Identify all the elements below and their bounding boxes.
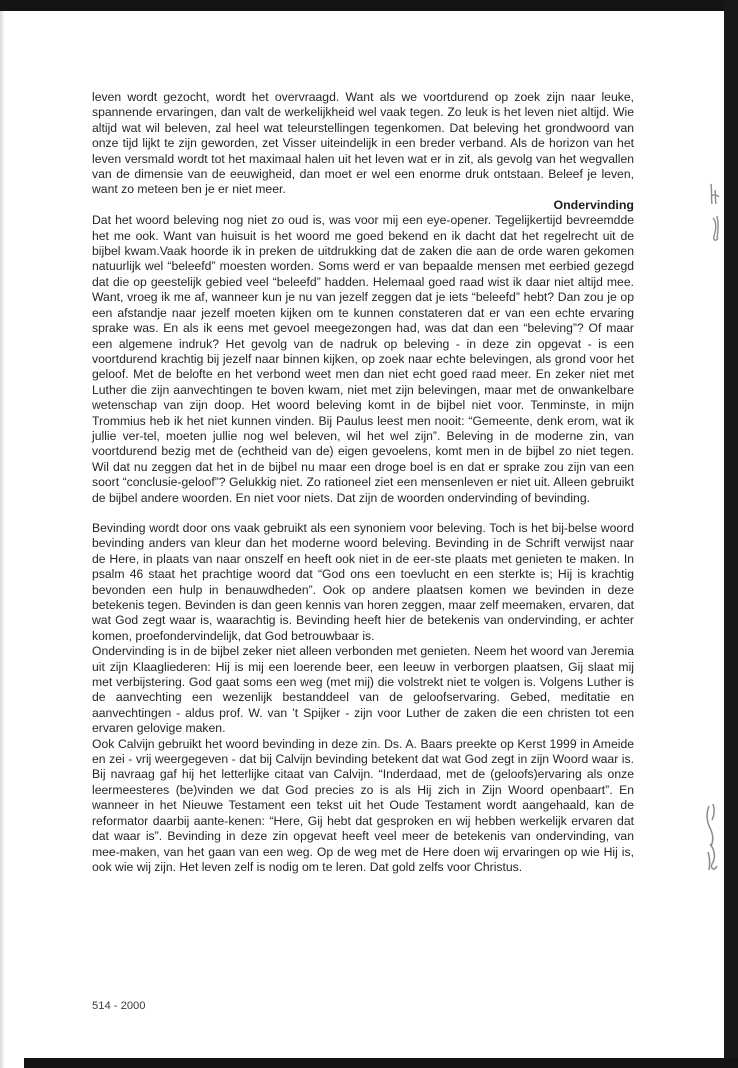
section-heading: Ondervinding: [553, 197, 634, 212]
paragraph-intro: leven wordt gezocht, wordt het overvraagd. Want als we voortdurend op zoek zijn naar leuke, spannende ervaringen, dan valt de werkelijkheid wel vaak tegen. Zo leuk is het leven niet altijd. Wie altijd wat wil beleven, zal heel wat teleurstellingen tegenkomen. Dat beleving het grondwoord van onze tijd lijkt te zijn geworden, zet Visser uiteindelijk in een breder verband. Als de horizon van het leven versmald wordt tot het maximaal halen uit het leven wat er in zit, als gevolg van het wegvallen van de dimensie van de eeuwigheid, dan moet er wel een enorme druk ontstaan. Beleef je leven, want zo meteen ben je er niet meer.: [92, 90, 634, 197]
scan-bottom-edge: [24, 1058, 738, 1068]
page-footer: 514 - 2000: [92, 1000, 146, 1012]
paragraph-ondervinding: Ondervinding is in de bijbel zeker niet alleen verbonden met genieten. Neem het woord van Jeremia uit zijn Klaagliederen: Hij is mij een loerende beer, een leeuw in verborgen plaatsen, Gij slaat mij met verbijstering. God gaat soms een weg (met mij) die volstrekt niet te volgen is. Volgens Luther is de aanvechting een wezenlijk bestanddeel van de geloofservaring. Gebed, meditatie en aanvechtingen - aldus prof. W. van ’t Spijker - zijn voor Luther de zaken die een christen tot een ervaren gelovige maken.: [92, 644, 634, 736]
margin-scribble-bottom: [700, 800, 724, 880]
paragraph-bevinding: Bevinding wordt door ons vaak gebruikt als een synoniem voor beleving. Toch is het bij-belse woord bevinding anders van kleur dan het moderne woord beleving. Bevinding in de Schrift verwijst naar de Here, in plaats van naar onszelf en heeft ook niet in de eer-ste plaats met genieten te maken. In psalm 46 staat het prachtige woord dat “God ons een toevlucht en een sterkte is; Hij is krachtig bevonden een hulp in benauwdheden”. Ook op andere plaatsen komen we bevinden in deze betekenis tegen. Bevinden is dan geen kennis van horen zeggen, maar zelf meemaken, ervaren, dat wat God zegt waar is, waarachtig is. Bevinding heeft hier de betekenis van ondervinding, er achter komen, proefondervindelijk, dat God betrouwbaar is.: [92, 520, 635, 643]
scan-top-edge: [0, 0, 724, 11]
article-body: [92, 90, 634, 875]
paragraph-beleving: Dat het woord beleving nog niet zo oud is, was voor mij een eye-opener. Tegelijkertijd bevreemdde het me ook. Want van huisuit is het woord me goed bekend en ik dacht dat het regelrecht uit de bijbel kwam.Vaak hoorde ik in preken de uitdrukking dat de zaken die aan de orde waren gekomen natuurlijk wel “beleefd” moesten worden. Soms werd er van bepaalde mensen met eerbied gezegd dat die op geestelijk gebied veel “beleefd” hadden. Helemaal goed raad wist ik daar niet altijd mee. Want, vroeg ik me af, wanneer kun je nu van jezelf zeggen dat je iets “beleefd” hebt? Dan zou je op een afstandje naar jezelf moeten kijken om te kunnen constateren dat er van een echte ervaring sprake was. En als ik eens met gevoel meegezongen had, was dat dan een “beleving”? Of maar een algemene indruk? Het gevolg van de nadruk op beleving - in deze zin opgevat - is een voortdurend krachtig bij jezelf naar binnen kijken, op zoek naar echte belevingen, als grond voor het geloof. Met de belofte en het verbond weet men dan niet echt goed raad meer. En zeker niet met Luther die zijn aanvechtingen te boven kwam, niet met zijn belevingen, maar met de onwankelbare wetenschap van zijn doop. Het woord beleving komt in de bijbel niet voor. Tenminste, in mijn Trommius heb ik het niet kunnen vinden. Bij Paulus leest men nooit: “Gemeente, denk erom, wat ik jullie ver-tel, moeten jullie nog wel beleven, wil het wel zijn”. Beleving in de moderne zin, van voortdurend bezig met de (echtheid van de) eigen gevoelens, komt men in de bijbel zo niet tegen. Wil dat nu zeggen dat het in de bijbel nu maar een droge boel is en dat er sprake zou zijn van een soort “conclusie-geloof”? Gelukkig niet. Zo rationeel ziet een mensenleven er niet uit. Alleen gebruikt de bijbel andere woorden. En niet voor niets. Dat zijn de woorden ondervinding of bevinding.: [92, 213, 634, 505]
scan-right-edge: [724, 0, 738, 1068]
paragraph-calvijn: Ook Calvijn gebruikt het woord bevinding in deze zin. Ds. A. Baars preekte op Kerst 1999 in Ameide en zei - vrij weergegeven - dat bij Calvijn bevinding betekent dat wat God zegt in zijn Woord waar is. Bij navraag gaf hij het letterlijke citaat van Calvijn. “Inderdaad, met de (geloofs)ervaring als onze leermeesteres (be)vinden we dat God precies zo is als Hij zich in Zijn Woord openbaart”. En wanneer in het Nieuwe Testament een tekst uit het Oude Testament wordt aangehaald, kan de reformator daarbij aante-kenen: “Here, Gij hebt dat gesproken en wij hebben werkelijk ervaren dat dat waar is”. Bevinding in deze zin opgevat heeft veel meer de betekenis van ondervinding, van mee-maken, van het gaan van een weg. Op de weg met de Here doen wij ervaringen op wie Hij is, ook wie wij zijn. Het leven zelf is nodig om te leren. Dat gold zelfs voor Christus.: [92, 736, 634, 874]
margin-scribble-top: [705, 178, 725, 248]
scan-left-shadow: [0, 11, 5, 1068]
